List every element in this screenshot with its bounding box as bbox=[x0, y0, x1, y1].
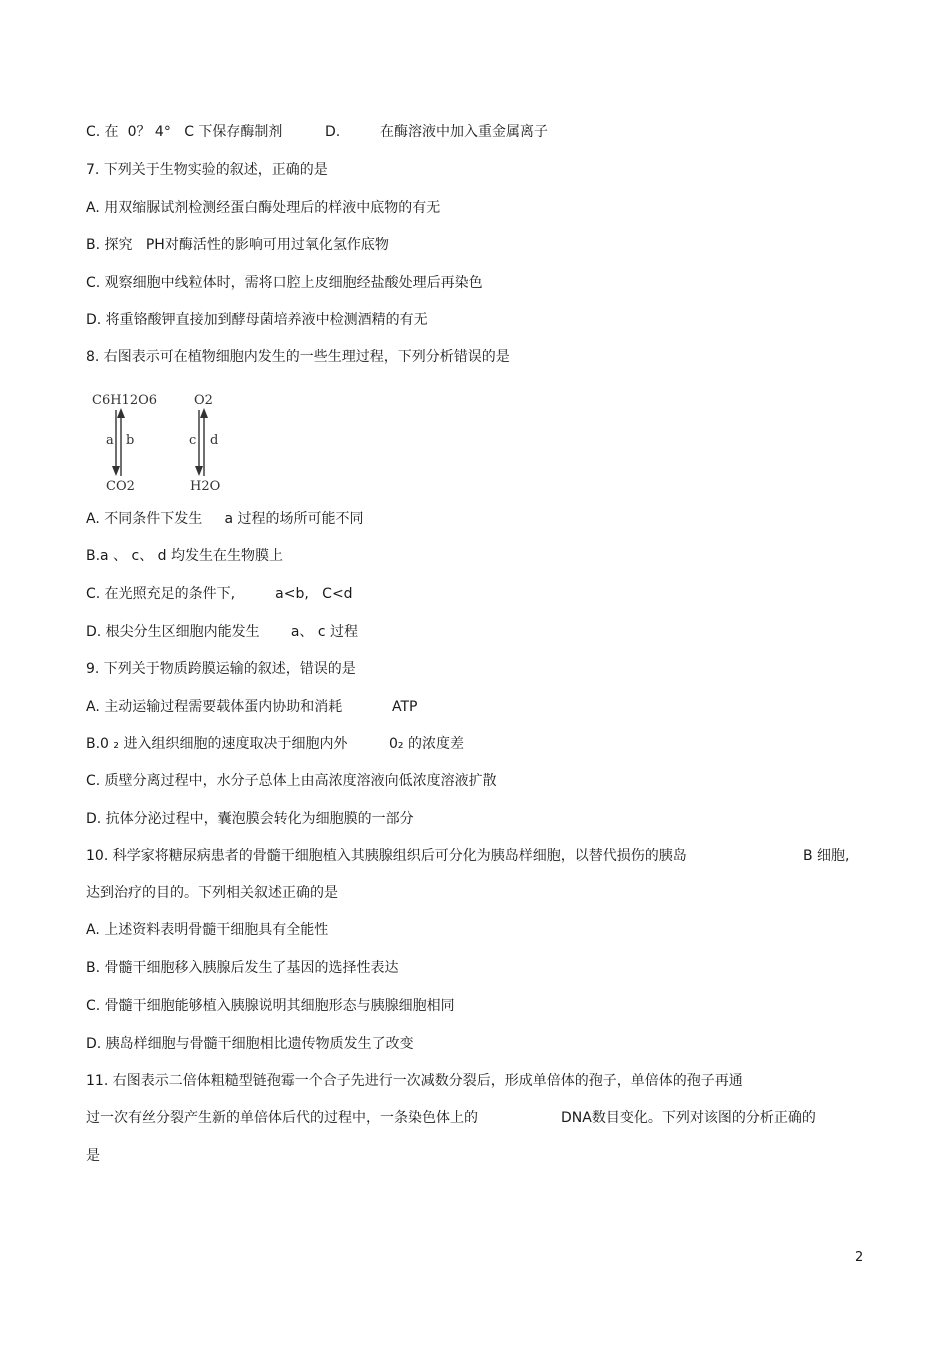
q7-option-d: D. 将重铬酸钾直接加到酵母菌培养液中检测酒精的有无 bbox=[86, 312, 428, 328]
q6-option-d-label: D. bbox=[325, 124, 341, 140]
q10-stem-line1-tail: B 细胞, bbox=[803, 848, 850, 864]
diagram-left-bottom-label: CO2 bbox=[106, 479, 135, 494]
arrow-a-head bbox=[112, 466, 120, 476]
q11-stem-line1: 11. 右图表示二倍体粗糙型链孢霉一个合子先进行一次减数分裂后，形成单倍体的孢子，单倍体的孢子再通 bbox=[86, 1073, 743, 1089]
q8-option-a: A. 不同条件下发生 a 过程的场所可能不同 bbox=[86, 511, 364, 527]
diagram-left-top-label: C6H12O6 bbox=[92, 393, 158, 408]
q9-option-c: C. 质壁分离过程中，水分子总体上由高浓度溶液向低浓度溶液扩散 bbox=[86, 773, 497, 789]
q6-option-c: C. 在 0？ 4° C 下保存酶制剂 bbox=[86, 124, 283, 140]
diagram-label-d: d bbox=[210, 433, 219, 448]
arrow-b-head bbox=[117, 408, 125, 418]
q8-option-b: B.a 、 c、 d 均发生在生物膜上 bbox=[86, 548, 284, 564]
q7-option-b: B. 探究 PH对酶活性的影响可用过氧化氢作底物 bbox=[86, 237, 389, 253]
q9-stem: 9. 下列关于物质跨膜运输的叙述，错误的是 bbox=[86, 661, 356, 677]
q9-option-b: B.0 ₂ 进入组织细胞的速度取决于细胞内外 bbox=[86, 736, 348, 752]
q7-option-c: C. 观察细胞中线粒体时，需将口腔上皮细胞经盐酸处理后再染色 bbox=[86, 275, 483, 291]
q8-stem: 8. 右图表示可在植物细胞内发生的一些生理过程，下列分析错误的是 bbox=[86, 349, 510, 365]
metabolism-diagram bbox=[88, 386, 238, 496]
q10-stem-line1: 10. 科学家将糖尿病患者的骨髓干细胞植入其胰腺组织后可分化为胰岛样细胞，以替代损伤的胰岛 bbox=[86, 848, 687, 864]
q9-option-d: D. 抗体分泌过程中，囊泡膜会转化为细胞膜的一部分 bbox=[86, 811, 414, 827]
diagram-label-b: b bbox=[126, 433, 135, 448]
q10-option-d: D. 胰岛样细胞与骨髓干细胞相比遗传物质发生了改变 bbox=[86, 1036, 414, 1052]
q11-stem-line3: 是 bbox=[86, 1148, 100, 1164]
q7-stem: 7. 下列关于生物实验的叙述，正确的是 bbox=[86, 162, 328, 178]
page-number: 2 bbox=[855, 1250, 864, 1265]
diagram-label-a: a bbox=[106, 433, 114, 448]
q9-option-b-tail: 0₂ 的浓度差 bbox=[389, 736, 464, 752]
q10-option-a: A. 上述资料表明骨髓干细胞具有全能性 bbox=[86, 922, 329, 938]
diagram-right-top-label: O2 bbox=[194, 393, 213, 408]
diagram-label-c: c bbox=[189, 433, 197, 448]
q9-option-a: A. 主动运输过程需要载体蛋内协助和消耗 bbox=[86, 699, 343, 715]
arrow-c-head bbox=[195, 466, 203, 476]
q10-stem-line2: 达到治疗的目的。下列相关叙述正确的是 bbox=[86, 885, 338, 901]
q10-option-c: C. 骨髓干细胞能够植入胰腺说明其细胞形态与胰腺细胞相同 bbox=[86, 998, 455, 1014]
q8-option-d: D. 根尖分生区细胞内能发生 a、 c 过程 bbox=[86, 624, 359, 640]
diagram-right-bottom-label: H2O bbox=[190, 479, 221, 494]
q11-stem-line2-b: DNA数目变化。下列对该图的分析正确的 bbox=[561, 1110, 816, 1126]
q8-option-c: C. 在光照充足的条件下, a<b, C<d bbox=[86, 586, 353, 602]
q11-stem-line2-a: 过一次有丝分裂产生新的单倍体后代的过程中，一条染色体上的 bbox=[86, 1110, 478, 1126]
q10-option-b: B. 骨髓干细胞移入胰腺后发生了基因的选择性表达 bbox=[86, 960, 399, 976]
q9-option-a-tail: ATP bbox=[392, 699, 418, 715]
q6-option-d-text: 在酶溶液中加入重金属离子 bbox=[380, 124, 548, 140]
q7-option-a: A. 用双缩脲试剂检测经蛋白酶处理后的样液中底物的有无 bbox=[86, 200, 441, 216]
arrow-d-head bbox=[200, 408, 208, 418]
